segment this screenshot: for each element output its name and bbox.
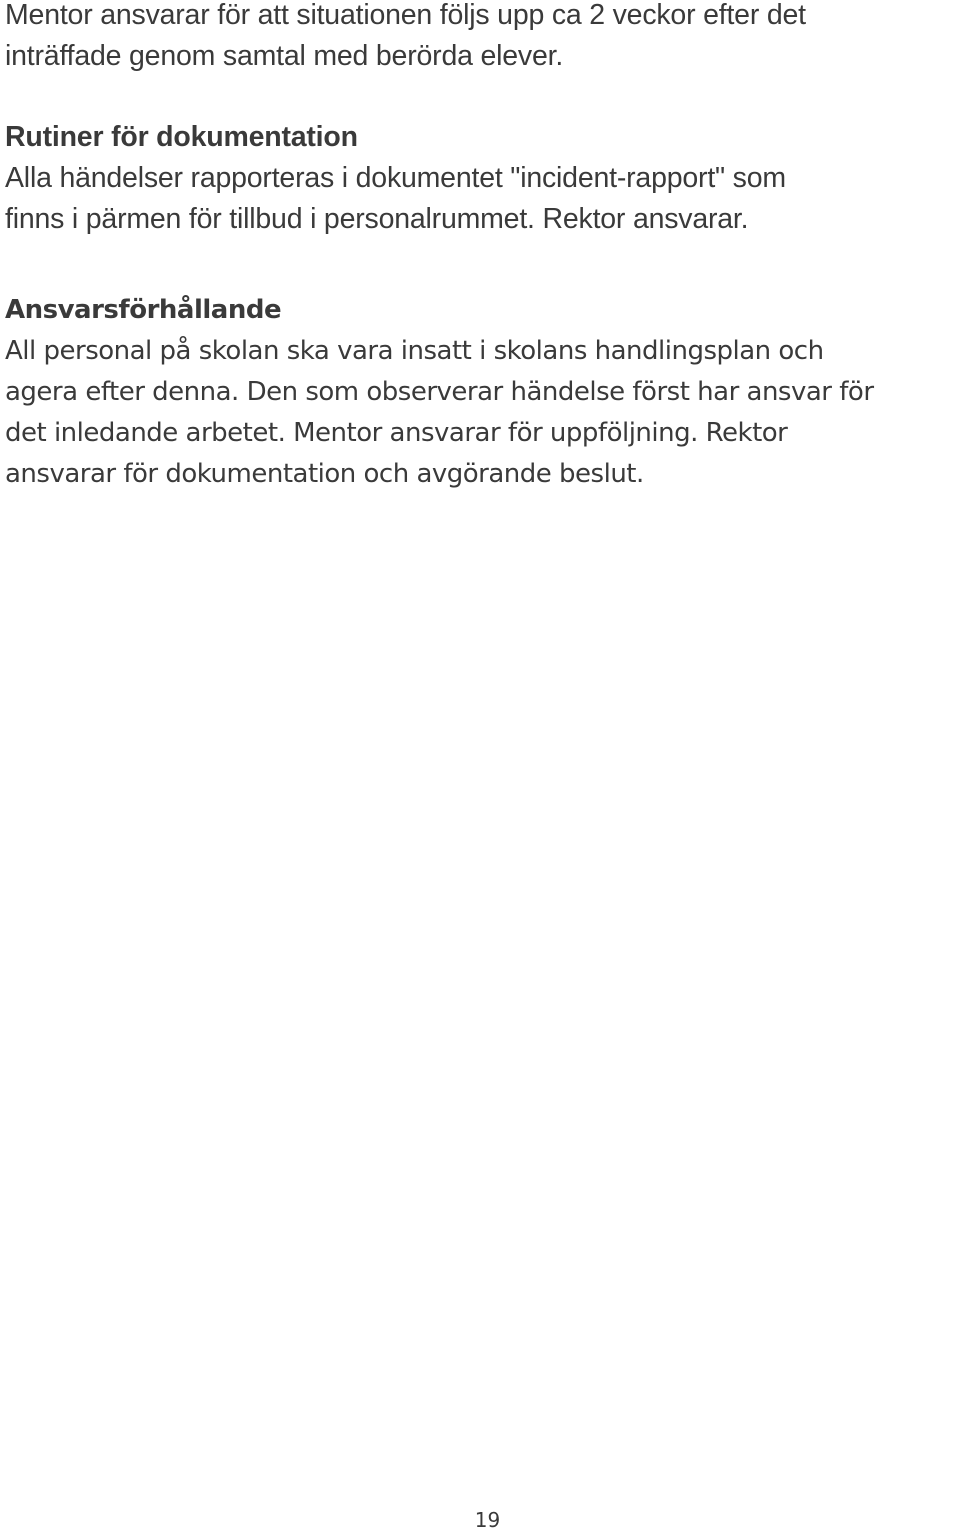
paragraph-line: agera efter denna. Den som observerar händelse först har ansvar för xyxy=(5,377,874,407)
paragraph-line: inträffade genom samtal med berörda elever. xyxy=(5,40,564,72)
section-ansvar xyxy=(5,290,874,495)
page-number: 19 xyxy=(474,1508,501,1532)
intro-paragraph xyxy=(5,0,806,77)
paragraph-line: Alla händelser rapporteras i dokumentet "incident-rapport" som xyxy=(5,162,786,194)
paragraph-line: finns i pärmen för tillbud i personalrummet. Rektor ansvarar. xyxy=(5,203,749,235)
section-rutiner xyxy=(5,117,786,240)
paragraph-line: Mentor ansvarar för att situationen följs upp ca 2 veckor efter det xyxy=(5,0,806,31)
paragraph-line: ansvarar för dokumentation och avgörande beslut. xyxy=(5,459,644,489)
section-heading: Rutiner för dokumentation xyxy=(5,121,358,153)
paragraph-line: det inledande arbetet. Mentor ansvarar för uppföljning. Rektor xyxy=(5,418,788,448)
paragraph-line: All personal på skolan ska vara insatt i skolans handlingsplan och xyxy=(5,336,824,366)
section-heading: Ansvarsförhållande xyxy=(5,295,282,325)
